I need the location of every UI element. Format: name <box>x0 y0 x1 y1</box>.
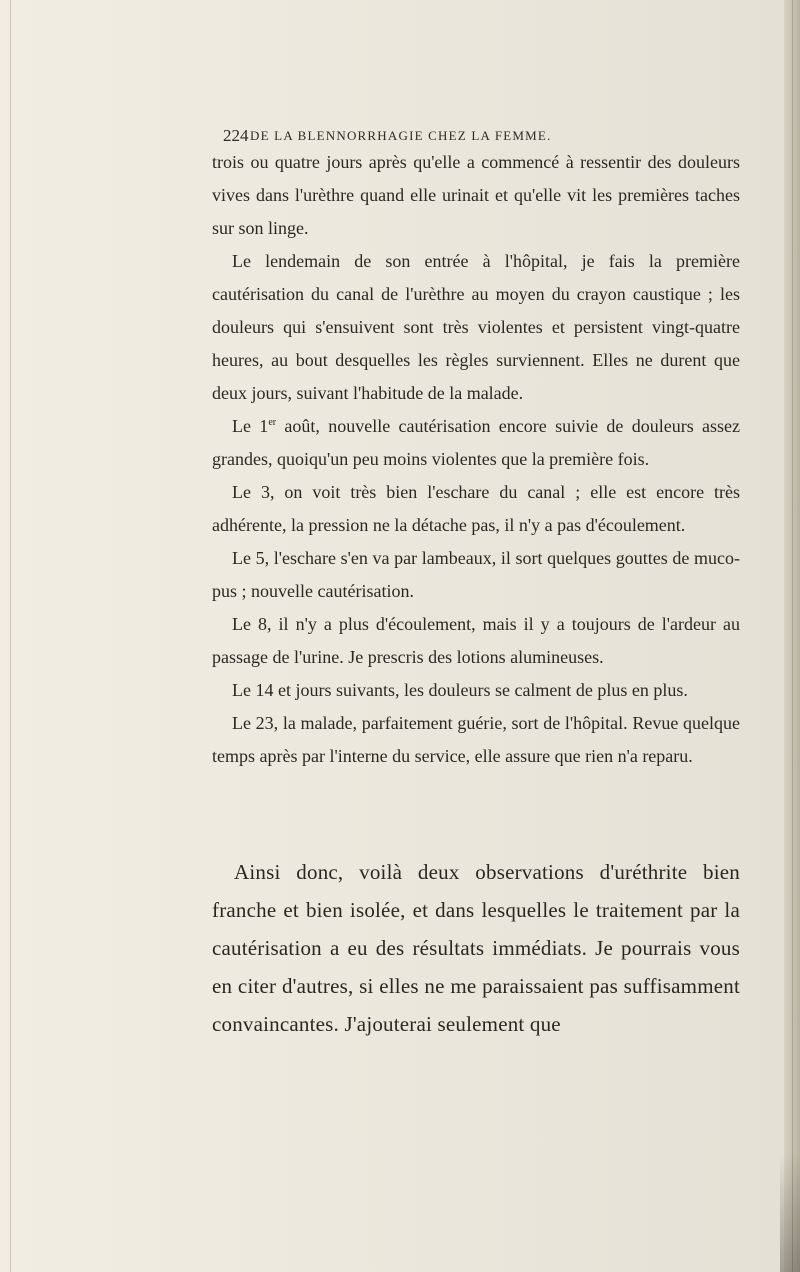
paragraph-1: trois ou quatre jours après qu'elle a commencé à ressentir des douleurs vives dans l'urèthre quand elle urinait et qu'elle vit les premières taches sur son linge. <box>212 152 740 238</box>
conclusion-text <box>212 853 740 1043</box>
paragraph-7: Le 14 et jours suivants, les douleurs se calment de plus en plus. <box>232 680 688 700</box>
page-edge-line <box>792 0 793 1272</box>
paragraph-3 <box>212 410 740 476</box>
paragraph-5: Le 5, l'eschare s'en va par lambeaux, il sort quelques gouttes de muco-pus ; nouvelle cautérisation. <box>212 548 740 601</box>
paragraph-4: Le 3, on voit très bien l'eschare du canal ; elle est encore très adhérente, la pression ne la détache pas, il n'y a pas d'écoulement. <box>212 482 740 535</box>
paragraph-2: Le lendemain de son entrée à l'hôpital, je fais la première cautérisation du canal de l'urèthre au moyen du crayon caustique ; les douleurs qui s'ensuivent sont très violentes et persistent vingt-quatre heures, au bout desquelles les règles surviennent. Elles ne durent que deux jours, suivant l'habitude de la malade. <box>212 251 740 403</box>
page-number: 224 <box>223 126 249 145</box>
date-prefix: Le 1 <box>232 416 269 436</box>
left-page-rule <box>10 0 11 1272</box>
page-corner-shadow <box>780 1152 800 1272</box>
observation-text <box>212 146 740 773</box>
paragraph-6: Le 8, il n'y a plus d'écoulement, mais il y a toujours de l'ardeur au passage de l'urine. Je prescris des lotions alumineuses. <box>212 614 740 667</box>
conclusion-paragraph: Ainsi donc, voilà deux observations d'uréthrite bien franche et bien isolée, et dans lesquelles le traitement par la cautérisation a eu des résultats immédiats. Je pourrais vous en citer d'autres, si elles ne me paraissaient pas suffisamment convaincantes. J'ajouterai seulement que <box>212 860 740 1036</box>
paragraph-3-text: août, nouvelle cautérisation encore suivie de douleurs assez grandes, quoiqu'un peu moins violentes que la première fois. <box>212 416 741 469</box>
ordinal-superscript: er <box>268 417 277 428</box>
running-title: DE LA BLENNORRHAGIE CHEZ LA FEMME. <box>250 128 552 143</box>
paragraph-8: Le 23, la malade, parfaitement guérie, sort de l'hôpital. Revue quelque temps après par l'interne du service, elle assure que rien n'a reparu. <box>212 713 740 766</box>
